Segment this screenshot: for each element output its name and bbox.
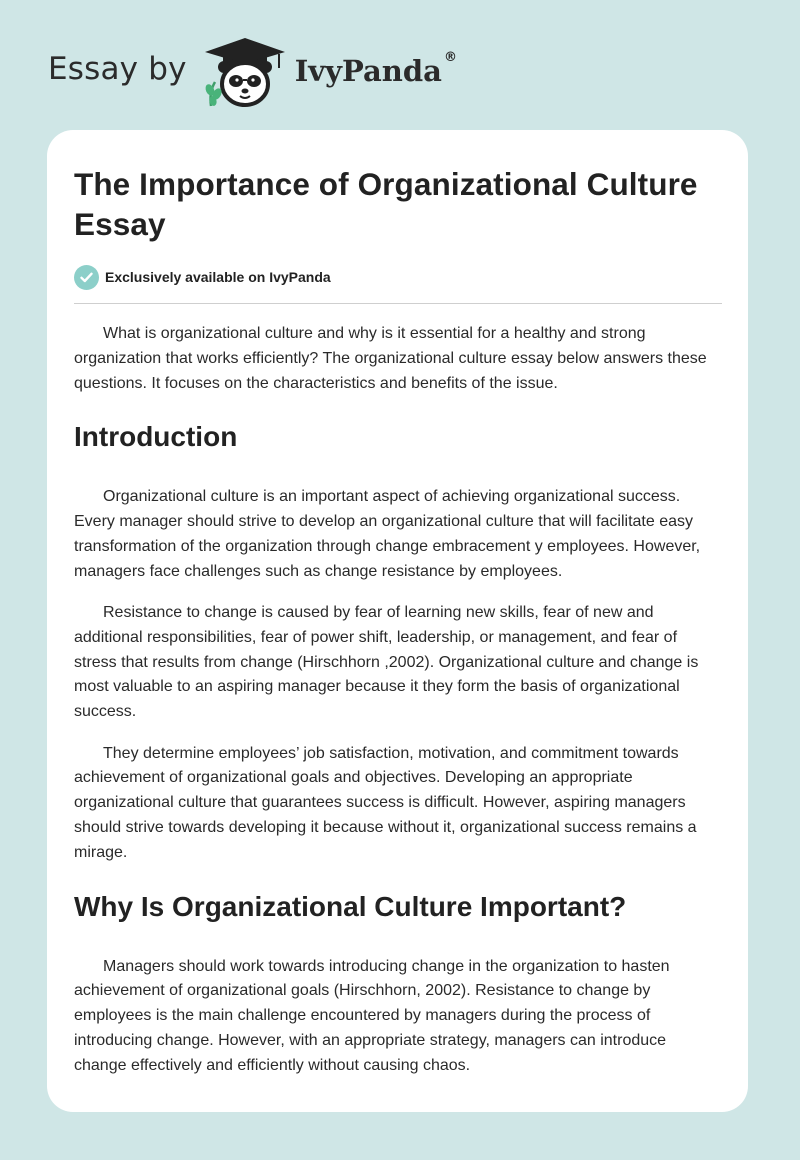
divider: [74, 303, 722, 304]
paragraph: Organizational culture is an important aspect of achieving organizational success. Every manager should strive to develop an organizational culture that will facilitate easy transformation of the organization through change embracement y employees. However, managers face challenges such as change resistance by employees.: [74, 488, 701, 580]
check-circle-icon: [74, 265, 99, 290]
panda-logo-icon[interactable]: [201, 34, 289, 110]
paragraph: Managers should work towards introducing change in the organization to hasten achievement of organizational goals (Hirschhorn, 2002). Resistance to change by employees is the main challenge encountered by managers during the process of introducing change. However, with an appropriate strategy, managers can introduce change effectively and efficiently without causing chaos.: [74, 957, 670, 1074]
site-header: [48, 34, 457, 110]
paragraph: They determine employees’ job satisfaction, motivation, and commitment towards achievement of organizational goals and objectives. Developing an appropriate organizational culture that guarantees success is difficult. However, aspiring managers should strive towards developing it because without it, organizational success remains a mirage.: [74, 744, 697, 861]
intro-paragraph: What is organizational culture and why is it essential for a healthy and strong organization that works efficiently? The organizational culture essay below answers these questions. It focuses on the characteristics and benefits of the issue.: [74, 325, 707, 392]
exclusive-badge: [74, 263, 722, 291]
section-heading-why-important: Why Is Organizational Culture Important?: [74, 890, 627, 922]
article-card: [47, 130, 748, 1112]
exclusive-label: Exclusively available on IvyPanda: [105, 269, 331, 285]
section-heading-introduction: Introduction: [74, 421, 238, 453]
registered-mark: ®: [443, 50, 457, 65]
paragraph: Resistance to change is caused by fear of learning new skills, fear of new and additional responsibilities, fear of power shift, leadership, or management, and fear of stress that results from change (Hirschhorn ,2002). Organizational culture and change is most valuable to an aspiring manager because it they form the basis of organizational success.: [74, 604, 699, 721]
article-title: The Importance of Organizational Culture Essay: [74, 166, 698, 242]
brand-name: IvyPanda ®: [294, 50, 457, 88]
brand-prefix: Essay by: [48, 51, 187, 87]
